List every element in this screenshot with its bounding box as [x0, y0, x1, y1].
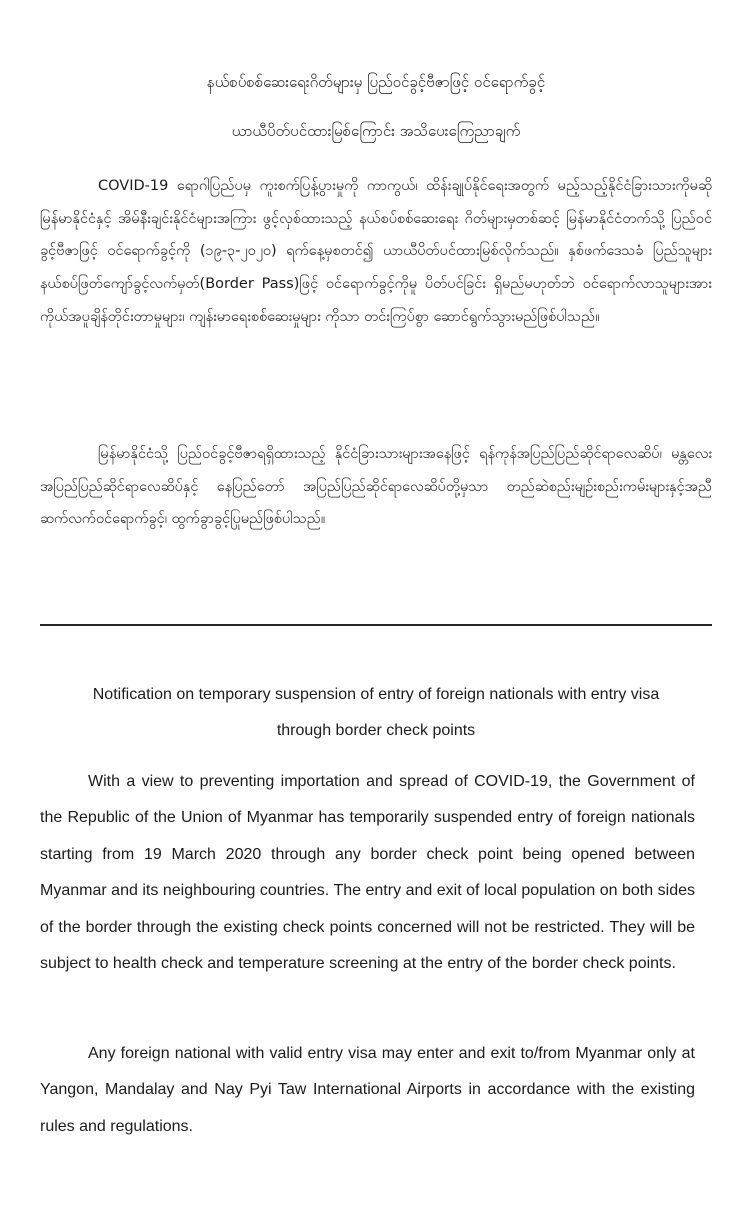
- section-divider: [40, 624, 712, 626]
- myanmar-title-line1: နယ်စပ်စစ်ဆေးရေးဂိတ်များမှ ပြည်ဝင်ခွင့်ဗီဇာဖြင့် ဝင်ရောက်ခွင့်: [206, 73, 546, 91]
- myanmar-paragraph-2: မြန်မာနိုင်ငံသို့ ပြည်ဝင်ခွင့်ဗီဇာရရှိထားသည့် နိုင်ငံခြားသားများအနေဖြင့် ရန်ကုန်အပြည်ပြည်ဆိုင်ရာလေဆိပ်၊ မန္တလေးအပြည်ပြည်ဆိုင်ရာလေဆိပ်နှင့် နေပြည်တော် အပြည်ပြည်ဆိုင်ရာလေဆိပ်တို့မှသာ တည်ဆဲစည်းမျဉ်းစည်းကမ်းများနှင့်အညီ ဆက်လက်ဝင်ရောက်ခွင့်၊ ထွက်ခွာခွင့်ပြုမည်ဖြစ်ပါသည်။: [40, 446, 712, 528]
- english-paragraph-2: Any foreign national with valid entry visa may enter and exit to/from Myanmar only at Yangon, Mandalay and Nay Pyi Taw International Airports in accordance with the existing rules and regulations.: [40, 1045, 695, 1135]
- english-title-line2: through border check points: [276, 722, 476, 739]
- myanmar-title-line2: ယာယီပိတ်ပင်ထားမြစ်ကြောင်း အသိပေးကြေညာချက်: [231, 122, 521, 140]
- english-paragraph-1: With a view to preventing importation and spread of COVID-19, the Government of the Republic of the Union of Myanmar has temporarily suspended entry of foreign nationals starting from 19 March 2020 through any border check point being opened between Myanmar and its neighbouring countries. The entry and exit of local population on both sides of the border through the existing check points concerned will not be restricted. They will be subject to health check and temperature screening at the entry of the border check points.: [40, 773, 695, 973]
- english-title-line1: Notification on temporary suspension of entry of foreign nationals with entry visa: [92, 686, 660, 703]
- myanmar-paragraph-1: COVID-19 ရောဂါပြည်ပမှ ကူးစက်ပြန့်ပွားမှုကို ကာကွယ်၊ ထိန်းချုပ်နိုင်ရေးအတွက် မည့်သည့်နိုင်ငံခြားသားကိုမဆို မြန်မာနိုင်ငံနှင့် အိမ်နီးချင်းနိုင်ငံများအကြား ဖွင့်လှစ်ထားသည့် နယ်စပ်စစ်ဆေးရေး ဂိတ်များမှတစ်ဆင့် မြန်မာနိုင်ငံတက်သို့ ပြည်ဝင်ခွင့်ဗီဇာဖြင့် ဝင်ရောက်ခွင့်ကို (၁၉-၃-၂၀၂၀) ရက်နေ့မှစတင်၍ ယာယီပိတ်ပင်ထားမြစ်လိုက်သည်။ နှစ်ဖက်ဒေသခံ ပြည်သူများ နယ်စပ်ဖြတ်ကျော်ခွင့်လက်မှတ်(Border Pass)ဖြင့် ဝင်ရောက်ခွင့်ကိုမူ ပိတ်ပင်ခြင်း ရှိမည်မဟုတ်ဘဲ ဝင်ရောက်လာသူများအား ကိုယ်အပူချိန်တိုင်းတာမှုများ၊ ကျန်းမာရေးစစ်ဆေးမှုများ ကိုသာ တင်းကြပ်စွာ ဆောင်ရွက်သွားမည်ဖြစ်ပါသည်။: [40, 178, 712, 325]
